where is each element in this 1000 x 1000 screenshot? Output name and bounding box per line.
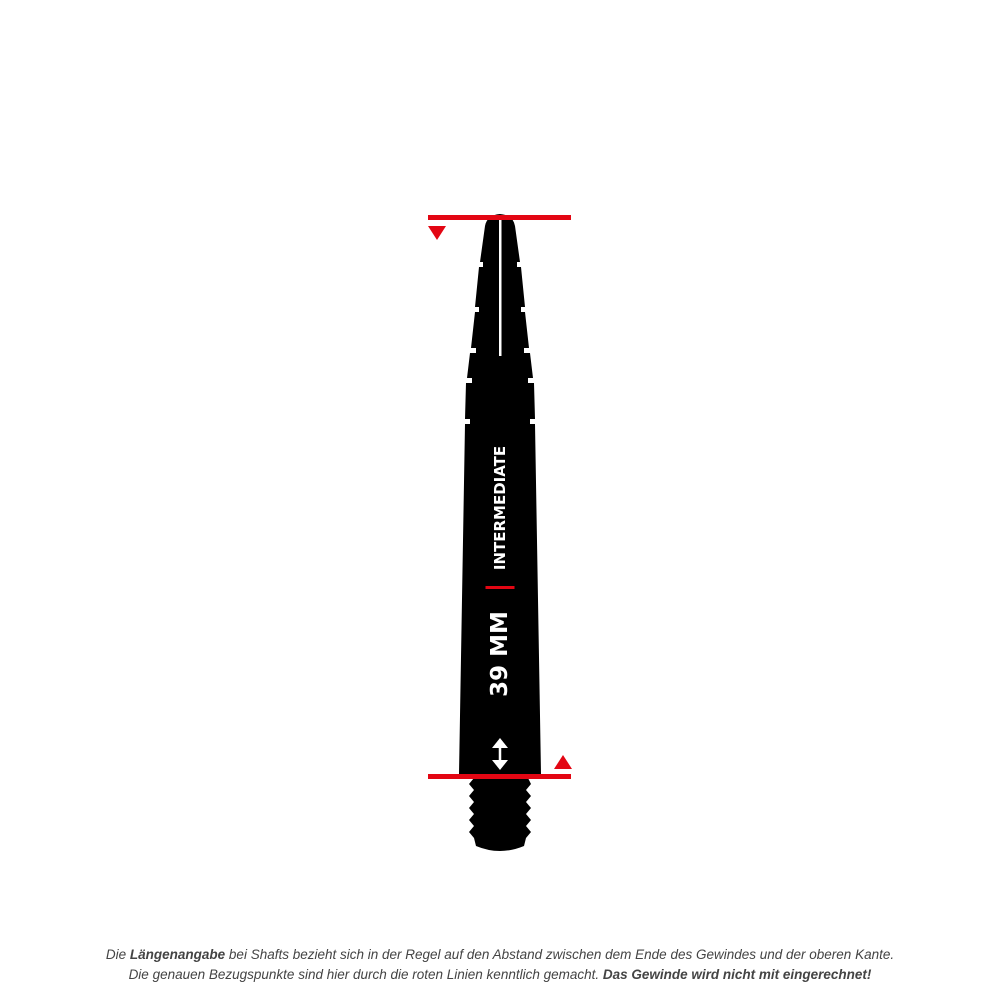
caption-line-1-bold: Längenangabe — [129, 947, 226, 962]
caption-line-1 — [0, 945, 1000, 965]
shaft-slit — [499, 218, 502, 356]
up-triangle-icon — [554, 755, 572, 769]
length-separator — [486, 586, 515, 589]
shaft-length-label: 39 MM — [487, 611, 513, 697]
caption — [0, 945, 1000, 985]
caption-line-2-bold: Das Gewinde wird nicht mit eingerechnet! — [602, 967, 872, 982]
caption-line-1-end: bei Shafts bezieht sich in der Regel auf den Abstand zwischen dem Ende des Gewindes und der oberen Kante. — [225, 947, 895, 962]
caption-line-1-start: Die — [105, 947, 130, 962]
shaft-model-label: INTERMEDIATE — [491, 445, 509, 571]
down-triangle-icon — [428, 226, 446, 240]
caption-line-2-start: Die genauen Bezugspunkte sind hier durch die roten Linien kenntlich gemacht. — [128, 967, 603, 982]
bottom-reference-line — [428, 774, 571, 779]
shaft-thread — [469, 778, 531, 851]
caption-line-2 — [0, 965, 1000, 985]
top-reference-line — [428, 215, 571, 220]
